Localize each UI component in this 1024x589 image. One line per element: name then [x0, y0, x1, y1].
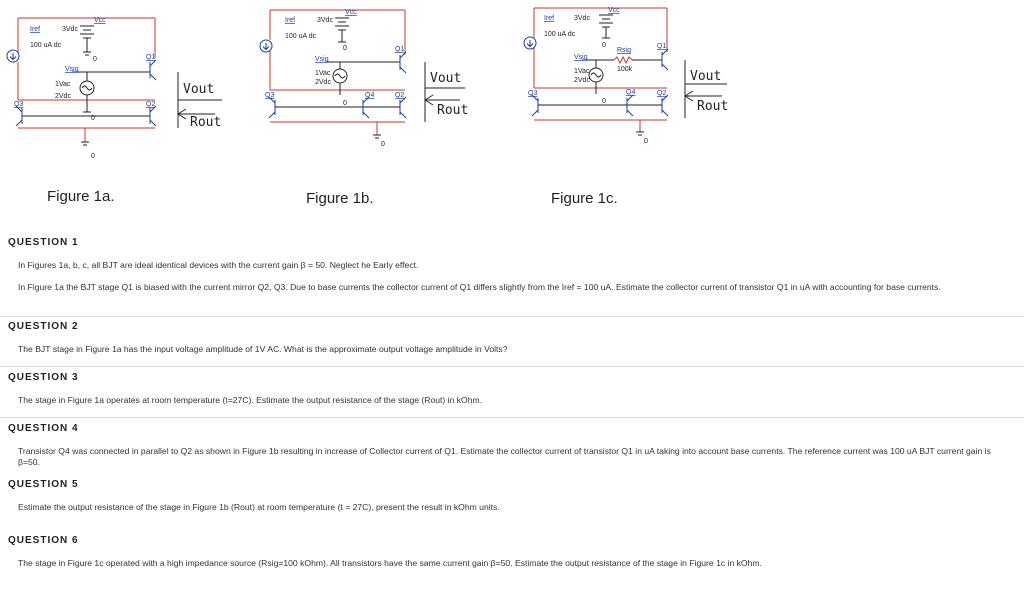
question-5-text: Estimate the output resistance of the stage in Figure 1b (Rout) at room temperature (t = 27C), present the result in kOhm units.: [18, 502, 500, 512]
transistor-q1-icon: [400, 52, 406, 73]
vsig-label: Vsig: [315, 56, 329, 63]
figure-1b: [255, 0, 495, 165]
question-3-text: The stage in Figure 1a operates at room temperature (t=27C). Estimate the output resistance of the stage (Rout) in kOhm.: [18, 395, 483, 405]
transistor-q2-icon: [150, 106, 156, 126]
iref-label: Iref: [285, 17, 296, 24]
question-1-text-a: In Figures 1a, b, c, all BJT are ideal identical devices with the current gain β = 50. Neglect he Early effect.: [18, 260, 419, 270]
rsig-resistor-icon: [614, 57, 632, 63]
divider: [0, 316, 1024, 317]
ground-bottom-label: 0: [91, 153, 95, 160]
q3-label: Q3: [14, 101, 24, 108]
divider: [0, 366, 1024, 367]
q3-label: Q3: [528, 90, 538, 97]
figure-1c-schematic: [522, 0, 762, 160]
ground-mid-label: 0: [91, 115, 95, 122]
figure-1a-caption: Figure 1a.: [47, 188, 115, 205]
vac-label: 1Vac: [315, 70, 331, 77]
ground-mid-label: 0: [602, 98, 606, 105]
q1-label: Q1: [395, 46, 405, 53]
iref-value-label: 100 uA dc: [30, 42, 62, 49]
figure-1a-schematic: [0, 0, 240, 170]
question-1-text-b: In Figure 1a the BJT stage Q1 is biased with the current mirror Q2, Q3. Due to base currents the collector current of Q1 differs slightly from the Iref = 100 uA. Estimate the collector current of transistor Q1 in uA with accounting for base currents.: [18, 282, 941, 292]
figure-1c-caption: Figure 1c.: [551, 190, 618, 207]
question-6-title: QUESTION 6: [8, 535, 79, 546]
transistor-q1-icon: [662, 49, 668, 70]
ground-label: 0: [602, 42, 606, 49]
q2-label: Q2: [395, 92, 405, 99]
vdc-label: 3Vdc: [317, 17, 333, 24]
transistor-q2-icon: [662, 95, 668, 116]
vsig-label: Vsig: [574, 54, 588, 61]
rsig-label: Rsig: [617, 47, 632, 54]
vac-label: 1Vac: [55, 81, 71, 88]
question-4-title: QUESTION 4: [8, 423, 79, 434]
question-6-text: The stage in Figure 1c operated with a high impedance source (Rsig=100 kOhm). All transistors have the same current gain β=50. Estimate the output resistance of the stage in Figure 1c in kOhm.: [18, 558, 762, 568]
q1-label: Q1: [146, 54, 156, 61]
vdc-label: 3Vdc: [62, 26, 78, 33]
vout-label: Vout: [690, 69, 722, 84]
transistor-q3-icon: [16, 106, 22, 126]
iref-label: Iref: [544, 15, 555, 22]
rout-label: Rout: [437, 103, 469, 118]
q2-label: Q2: [657, 90, 667, 97]
vsig-label: Vsig: [65, 66, 79, 73]
vdc-label: 3Vdc: [574, 15, 590, 22]
vac-label: 1Vac: [574, 68, 590, 75]
vcc-label: Vcc: [608, 7, 620, 14]
iref-value-label: 100 uA dc: [544, 31, 576, 38]
vcc-label: Vcc: [345, 9, 357, 16]
figure-1b-caption: Figure 1b.: [306, 190, 374, 207]
ground-mid-label: 0: [343, 100, 347, 107]
figure-1c: [522, 0, 762, 165]
vdc2-label: 2Vdc: [315, 79, 331, 86]
transistor-q3-icon: [532, 95, 538, 116]
vdc2-label: 2Vdc: [574, 77, 590, 84]
transistor-q2-icon: [400, 97, 406, 118]
iref-label: Iref: [30, 26, 41, 33]
iref-value-label: 100 uA dc: [285, 33, 317, 40]
q4-label: Q4: [365, 92, 375, 99]
q2-label: Q2: [146, 101, 156, 108]
question-1-title: QUESTION 1: [8, 237, 79, 248]
q3-label: Q3: [265, 92, 275, 99]
q4-label: Q4: [626, 89, 636, 96]
figure-1b-schematic: [255, 0, 495, 160]
ground-label: 0: [343, 45, 347, 52]
rout-label: Rout: [190, 115, 222, 130]
transistor-q3-icon: [269, 97, 275, 118]
question-2-text: The BJT stage in Figure 1a has the input voltage amplitude of 1V AC. What is the approximate output voltage amplitude in Volts?: [18, 344, 508, 354]
rsig-value-label: 100k: [617, 66, 633, 73]
question-2-title: QUESTION 2: [8, 321, 79, 332]
vout-label: Vout: [183, 82, 215, 97]
question-5-title: QUESTION 5: [8, 479, 79, 490]
vdc2-label: 2Vdc: [55, 93, 71, 100]
ground-bottom-label: 0: [644, 138, 648, 145]
question-3-title: QUESTION 3: [8, 372, 79, 383]
ground-label: 0: [93, 56, 97, 63]
rout-label: Rout: [697, 99, 729, 114]
q1-label: Q1: [657, 43, 667, 50]
figure-1a: [0, 0, 240, 175]
question-4-text: Transistor Q4 was connected in parallel to Q2 as shown in Figure 1b resulting in increase of Collector current of Q1. Estimate the collector current of transistor Q1 in uA taking into account base currents. The reference current was 100 uA BJT current gain is β=50.: [18, 446, 991, 467]
vcc-label: Vcc: [94, 17, 106, 24]
vout-label: Vout: [430, 71, 462, 86]
ground-bottom-label: 0: [381, 141, 385, 148]
transistor-q1-icon: [150, 60, 156, 80]
divider: [0, 417, 1024, 418]
